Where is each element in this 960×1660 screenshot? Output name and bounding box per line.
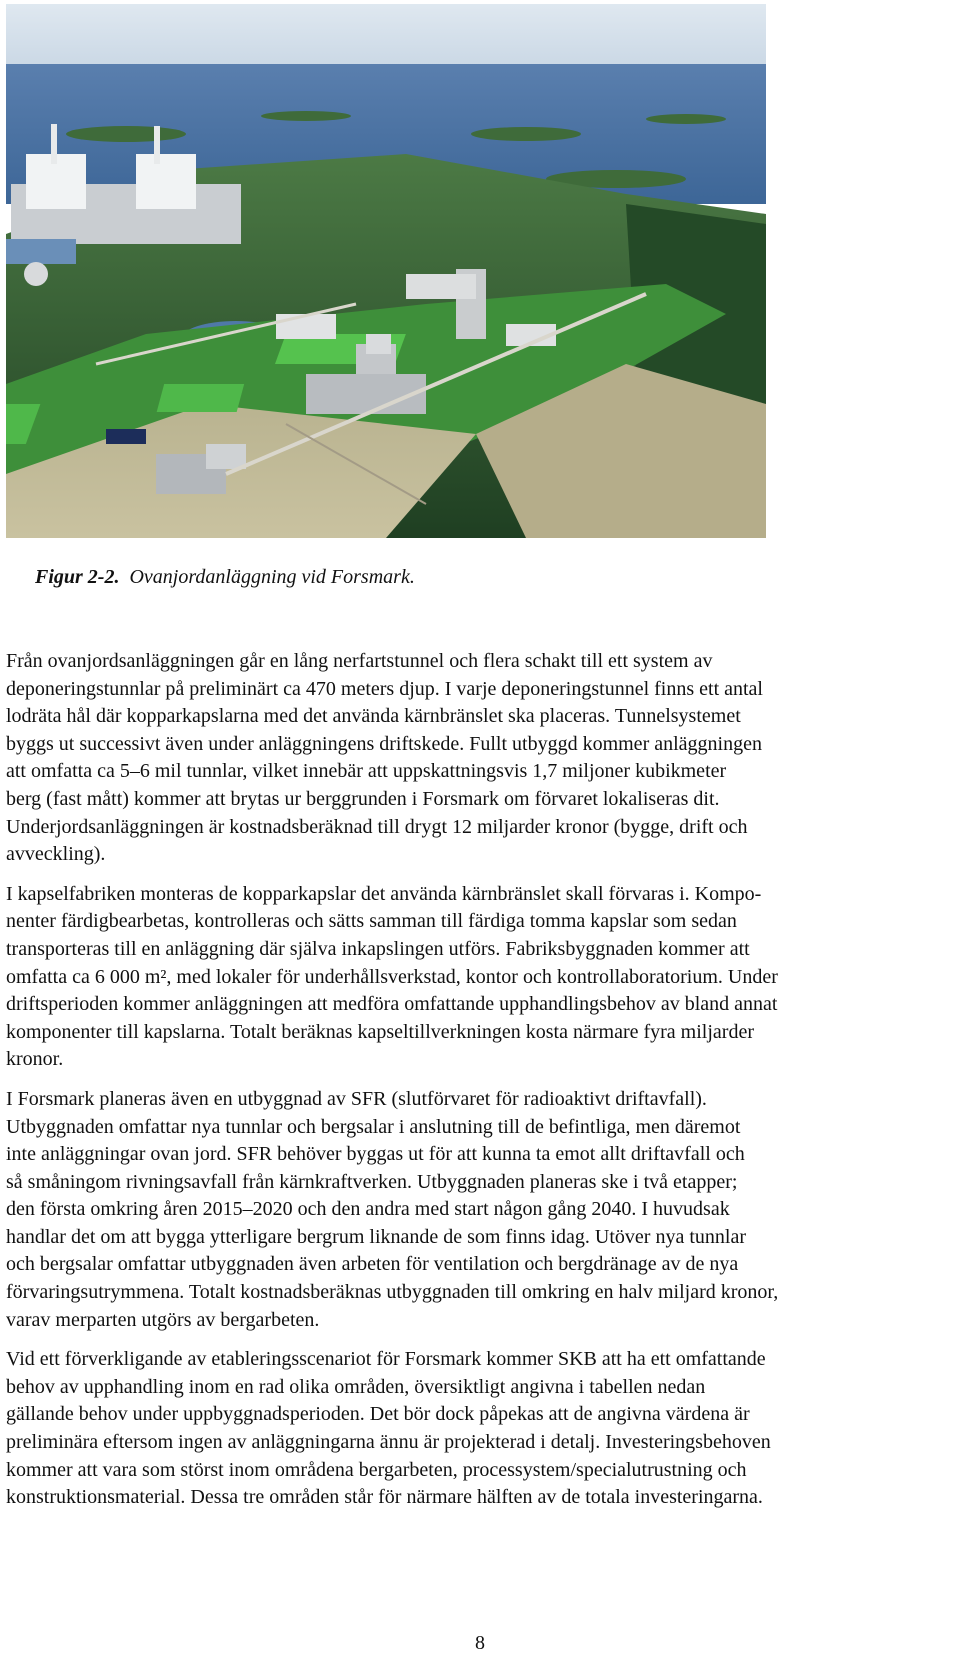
figure-caption	[35, 566, 415, 589]
text-line: preliminära eftersom ingen av anläggningarna ännu är projekterad i detalj. Investeringsbehoven	[6, 1431, 771, 1454]
paragraph-2	[6, 881, 956, 1074]
text-line: kommer att vara som störst inom områdena bergarbeten, processystem/specialutrustning och	[6, 1458, 747, 1481]
text-line: transporteras till en anläggning där själva inkapslingen utförs. Fabriksbyggnaden kommer att	[6, 937, 750, 960]
text-line: kronor.	[6, 1048, 64, 1071]
text-line: och bergsalar omfattar utbyggnaden även arbeten för ventilation och bergdränage av de nya	[6, 1253, 739, 1276]
paragraph-3	[6, 1086, 956, 1334]
text-line: så småningom rivningsavfall från kärnkraftverken. Utbyggnaden planeras ske i två etapper;	[6, 1170, 738, 1193]
text-line: handlar det om att bygga ytterligare bergrum liknande de som finns idag. Utöver nya tunnlar	[6, 1225, 746, 1248]
text-line: I Forsmark planeras även en utbyggnad av SFR (slutförvaret för radioaktivt driftavfall).	[6, 1087, 707, 1110]
text-line: Underjordsanläggningen är kostnadsberäknad till drygt 12 miljarder kronor (bygge, drift och	[6, 815, 748, 838]
text-line: att omfatta ca 5–6 mil tunnlar, vilket innebär att uppskattningsvis 1,7 miljoner kubikmeter	[6, 760, 727, 783]
text-line: komponenter till kapslarna. Totalt beräknas kapseltillverkningen kosta närmare fyra miljarder	[6, 1020, 754, 1043]
aerial-figure	[6, 4, 766, 538]
text-line: driftsperioden kommer anläggningen att medföra omfattande upphandlingsbehov av bland annat	[6, 993, 778, 1016]
forsmark-aerial-image	[6, 4, 766, 538]
text-line: Från ovanjordsanläggningen går en lång nerfartstunnel och flera schakt till ett system av	[6, 650, 713, 672]
text-line: deponeringstunnlar på preliminärt ca 470 meters djup. I varje deponeringstunnel finns ett antal	[6, 677, 763, 700]
page-number: 8	[475, 1632, 485, 1654]
text-line: lodräta hål där kopparkapslarna med det använda kärnbränslet ska placeras. Tunnelsystemet	[6, 705, 741, 728]
text-line: byggs ut successivt även under anläggningens driftskede. Fullt utbyggd kommer anläggningen	[6, 732, 762, 755]
text-line: Vid ett förverkligande av etableringsscenariot för Forsmark kommer SKB att ha ett omfattande	[6, 1348, 766, 1371]
paragraph-1	[6, 648, 956, 869]
figure-title: Ovanjordanläggning vid Forsmark.	[129, 566, 415, 588]
paragraph-4	[6, 1346, 956, 1512]
figure-label: Figur 2-2.	[35, 566, 120, 588]
text-line: inte anläggningar ovan jord. SFR behöver byggas ut för att kunna ta emot allt driftavfall och	[6, 1143, 745, 1166]
text-line: omfatta ca 6 000 m², med lokaler för underhållsverkstad, kontor och kontrollaboratorium. Under	[6, 965, 778, 988]
text-line: gällande behov under uppbyggnadsperioden. Det bör dock påpekas att de angivna värdena är	[6, 1403, 750, 1426]
text-line: den första omkring åren 2015–2020 och den andra med start någon gång 2040. I huvudsak	[6, 1198, 730, 1221]
text-line: nenter färdigbearbetas, kontrolleras och sätts samman till färdiga tomma kapslar som sedan	[6, 910, 737, 933]
text-line: berg (fast mått) kommer att brytas ur berggrunden i Forsmark om förvaret lokaliseras dit.	[6, 787, 720, 810]
text-line: I kapselfabriken monteras de kopparkapslar det använda kärnbränslet skall förvaras i. Kompo-	[6, 882, 762, 905]
text-line: Utbyggnaden omfattar nya tunnlar och bergsalar i anslutning till de befintliga, men däremot	[6, 1115, 741, 1138]
text-line: behov av upphandling inom en rad olika områden, översiktligt angivna i tabellen nedan	[6, 1375, 706, 1398]
text-line: konstruktionsmaterial. Dessa tre områden står för närmare hälften av de totala investeringarna.	[6, 1486, 763, 1509]
text-line: förvaringsutrymmena. Totalt kostnadsberäknas utbyggnaden till omkring en halv miljard kronor,	[6, 1281, 779, 1304]
text-line: avveckling).	[6, 843, 106, 866]
body-text	[6, 648, 956, 1524]
text-line: varav merparten utgörs av bergarbeten.	[6, 1308, 320, 1331]
